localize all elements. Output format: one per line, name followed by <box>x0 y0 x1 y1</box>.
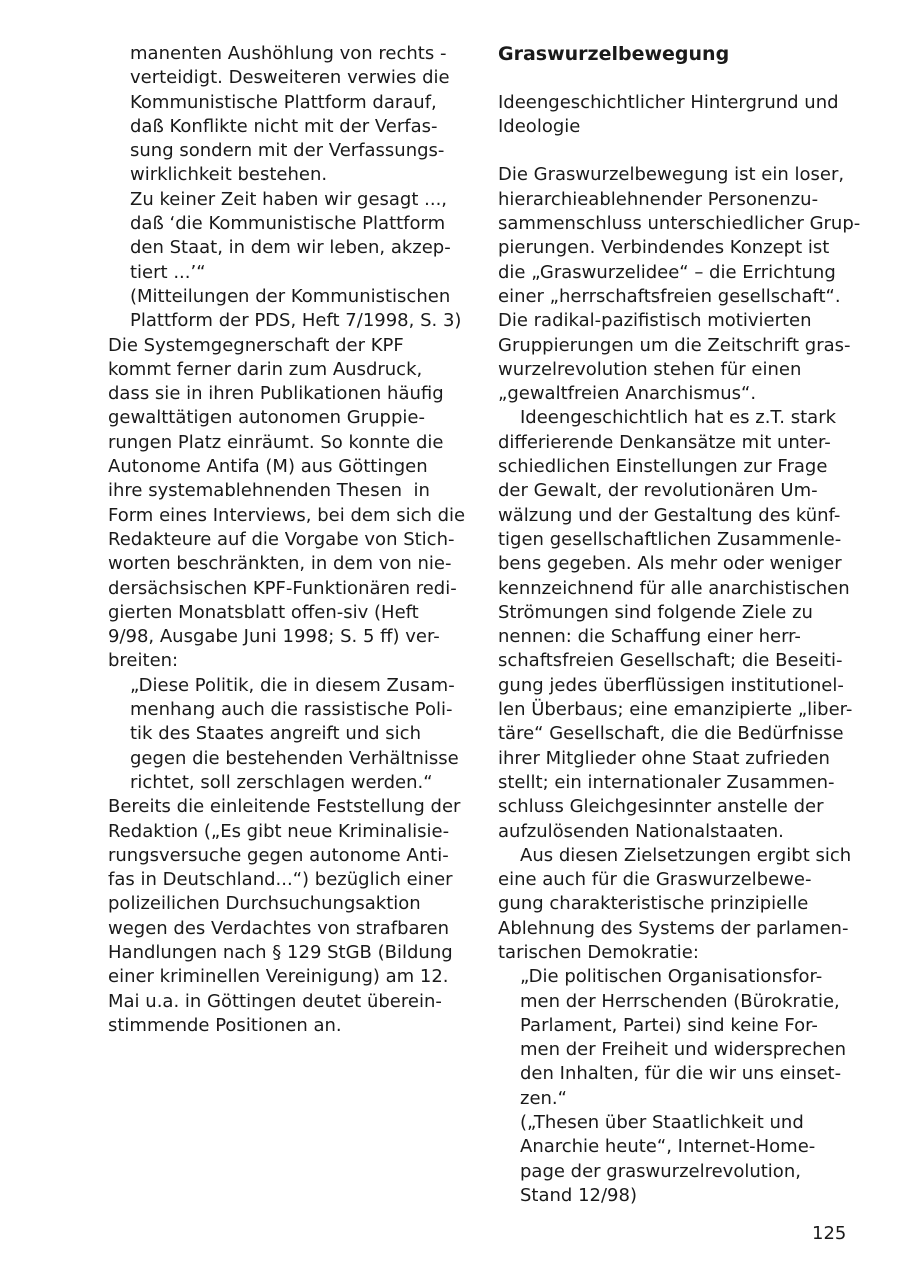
text-line: zen.“ <box>520 1087 567 1109</box>
paragraph-zielsetzungen <box>498 844 858 965</box>
citation-line: (Mitteilungen der Kommunistischen <box>130 285 451 307</box>
text-line: Autonome Antifa (M) aus Göttingen <box>108 456 428 478</box>
quote-block-kpf <box>108 42 468 334</box>
text-line: gierten Monatsblatt offen-siv (Heft <box>108 601 419 623</box>
text-line: Die radikal-pazifistisch motivierten <box>498 310 812 332</box>
text-line: manenten Aushöhlung von rechts - <box>130 43 447 64</box>
text-line: schiedlichen Einstellungen zur Frage <box>498 456 828 478</box>
text-line: tiert ...’“ <box>130 261 206 283</box>
text-line: schaftsfreien Gesellschaft; die Beseiti- <box>498 650 843 672</box>
text-line: den Inhalten, für die wir uns einset- <box>520 1063 842 1085</box>
text-line: hierarchieablehnender Personenzu- <box>498 188 819 210</box>
text-line: dass sie in ihren Publikationen häufig <box>108 383 444 405</box>
text-line: „gewaltfreien Anarchismus“. <box>498 383 757 405</box>
text-line: daß Konflikte nicht mit der Verfas- <box>130 115 438 137</box>
text-line: len Überbaus; eine emanzipierte „liber- <box>498 699 853 721</box>
text-line: stimmende Positionen an. <box>108 1014 342 1036</box>
text-line: daß ‘die Kommunistische Plattform <box>130 213 446 235</box>
text-line: tarischen Demokratie: <box>498 941 699 963</box>
text-line: Redaktion („Es gibt neue Kriminalisie- <box>108 820 450 842</box>
subheading-line: Ideengeschichtlicher Hintergrund und <box>498 91 839 113</box>
text-line: stellt; ein internationaler Zusammen- <box>498 771 835 793</box>
text-line: rungen Platz einräumt. So konnte die <box>108 431 444 453</box>
text-line: men der Freiheit und widersprechen <box>520 1039 847 1061</box>
text-line: richtet, soll zerschlagen werden.“ <box>130 771 433 793</box>
text-line: Ablehnung des Systems der parlamen- <box>498 917 849 939</box>
text-line: rungsversuche gegen autonome Anti- <box>108 844 449 866</box>
text-line: Gruppierungen um die Zeitschrift gras- <box>498 334 851 356</box>
text-line: kommt ferner darin zum Ausdruck, <box>108 358 423 380</box>
text-line: verteidigt. Desweiteren verwies die <box>130 67 450 89</box>
text-line: gegen die bestehenden Verhältnisse <box>130 747 459 769</box>
text-line: wegen des Verdachtes von strafbaren <box>108 917 450 939</box>
text-line: Die Graswurzelbewegung ist ein loser, <box>498 164 845 186</box>
text-line: sung sondern mit der Verfassungs- <box>130 140 445 162</box>
text-line: ihrer Mitglieder ohne Staat zufrieden <box>498 747 830 769</box>
text-line: nennen: die Schaffung einer herr- <box>498 626 801 648</box>
text-line: wurzelrevolution stehen für einen <box>498 358 802 380</box>
text-line: Kommunistische Plattform darauf, <box>130 91 437 113</box>
text-line: einer kriminellen Vereinigung) am 12. <box>108 966 449 988</box>
text-line: dersächsischen KPF-Funktionären redi- <box>108 577 457 599</box>
text-line: Strömungen sind folgende Ziele zu <box>498 601 813 623</box>
text-line: menhang auch die rassistische Poli- <box>130 699 453 721</box>
text-line: sammenschluss unterschiedlicher Grup- <box>498 213 861 235</box>
paragraph-systemgegnerschaft <box>108 334 468 674</box>
text-line: pierungen. Verbindendes Konzept ist <box>498 237 830 259</box>
text-line: Zu keiner Zeit haben wir gesagt ..., <box>130 188 448 210</box>
text-line: gung jedes überflüssigen institutionel- <box>498 674 844 696</box>
text-line: „Diese Politik, die in diesem Zusam- <box>130 674 455 696</box>
text-line: gung charakteristische prinzipielle <box>498 893 809 915</box>
paragraph-redaktion <box>108 795 468 1038</box>
text-line: tik des Staates angreift und sich <box>130 723 421 745</box>
citation-line: page der graswurzelrevolution, <box>520 1160 801 1182</box>
text-line: Die Systemgegnerschaft der KPF <box>108 334 404 356</box>
text-line: Aus diesen Zielsetzungen ergibt sich <box>520 844 852 866</box>
text-line: 9/98, Ausgabe Juni 1998; S. 5 ff) ver- <box>108 626 440 648</box>
text-line: eine auch für die Graswurzelbewe- <box>498 869 812 891</box>
page-number: 125 <box>812 1223 847 1244</box>
paragraph-ideengeschichte <box>498 406 858 843</box>
right-column <box>498 42 861 1208</box>
text-line: schluss Gleichgesinnter anstelle der <box>498 796 824 818</box>
text-line: worten beschränkten, in dem von nie- <box>108 553 452 575</box>
citation-line: Anarchie heute“, Internet-Home- <box>520 1136 816 1158</box>
text-line: Mai u.a. in Göttingen deutet überein- <box>108 990 442 1012</box>
text-line: gewalttätigen autonomen Gruppie- <box>108 407 425 429</box>
text-line: die „Graswurzelidee“ – die Errichtung <box>498 261 836 283</box>
text-line: breiten: <box>108 650 179 672</box>
text-line: Form eines Interviews, bei dem sich die <box>108 504 466 526</box>
text-line: einer „herrschaftsfreien gesellschaft“. <box>498 285 841 307</box>
text-line: Bereits die einleitende Feststellung der <box>108 796 461 818</box>
text-line: differierende Denkansätze mit unter- <box>498 431 831 453</box>
text-line: der Gewalt, der revolutionären Um- <box>498 480 818 502</box>
text-line: täre“ Gesellschaft, die die Bedürfnisse <box>498 723 844 745</box>
text-line: polizeilichen Durchsuchungsaktion <box>108 893 421 915</box>
subheading <box>498 91 858 140</box>
text-line: wirklichkeit bestehen. <box>130 164 328 186</box>
citation-line: Stand 12/98) <box>520 1184 637 1206</box>
spacer <box>498 66 858 90</box>
citation-line: Plattform der PDS, Heft 7/1998, S. 3) <box>130 310 462 332</box>
text-line: fas in Deutschland...“) bezüglich einer <box>108 869 453 891</box>
quote-block-thesen <box>498 965 858 1208</box>
text-line: den Staat, in dem wir leben, akzep- <box>130 237 451 259</box>
text-line: Ideengeschichtlich hat es z.T. stark <box>520 407 837 429</box>
text-line: kennzeichnend für alle anarchistischen <box>498 577 850 599</box>
text-line: wälzung und der Gestaltung des künf- <box>498 504 841 526</box>
text-line: Parlament, Partei) sind keine For- <box>520 1014 818 1036</box>
quote-block-antifa <box>108 674 468 795</box>
text-line: „Die politischen Organisationsfor- <box>520 966 823 988</box>
text-line: Redakteure auf die Vorgabe von Stich- <box>108 528 455 550</box>
left-column <box>108 42 468 1038</box>
text-line: bens gegeben. Als mehr oder weniger <box>498 553 842 575</box>
subheading-line: Ideologie <box>498 115 581 137</box>
text-line: men der Herrschenden (Bürokratie, <box>520 990 840 1012</box>
paragraph-intro <box>498 163 861 406</box>
text-line: tigen gesellschaftlichen Zusammenle- <box>498 528 842 550</box>
text-line: aufzulösenden Nationalstaaten. <box>498 820 784 842</box>
text-line: ihre systemablehnenden Thesen in <box>108 480 430 502</box>
section-heading: Graswurzelbewegung <box>498 43 730 65</box>
text-line: Handlungen nach § 129 StGB (Bildung <box>108 941 453 963</box>
citation-line: („Thesen über Staatlichkeit und <box>520 1112 804 1134</box>
spacer <box>498 139 858 163</box>
